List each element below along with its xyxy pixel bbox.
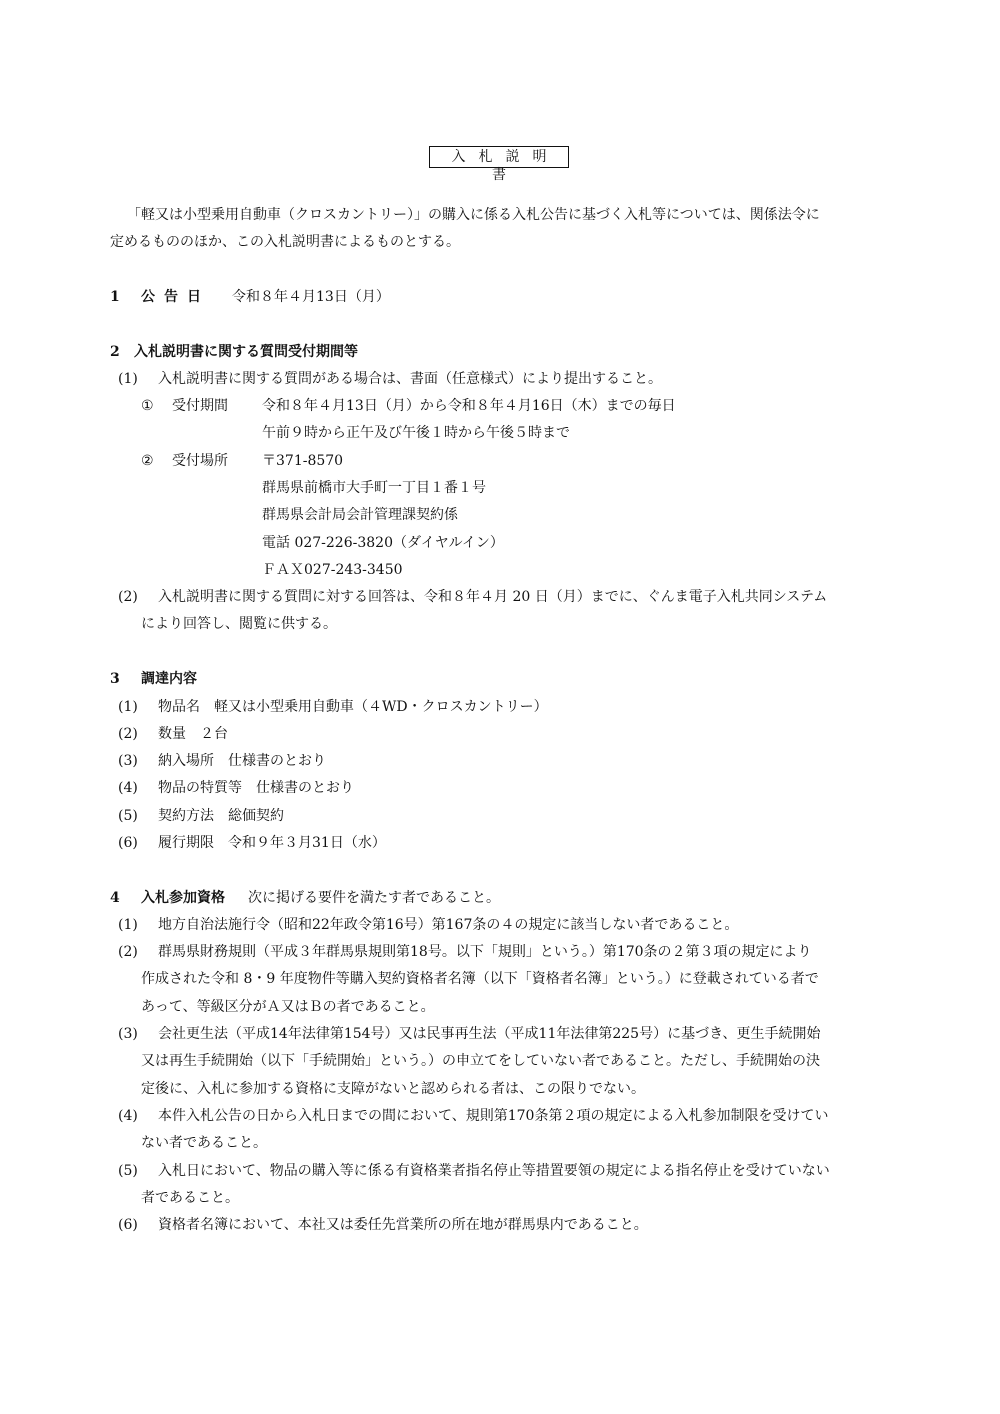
sec2-sub2-line3: 群馬県会計局会計管理課契約係 bbox=[262, 507, 458, 523]
sec2-sub2-line4: 電話 027-226-3820（ダイヤルイン） bbox=[262, 535, 504, 551]
sec1-date: 令和８年４月13日（月） bbox=[232, 289, 390, 305]
sec4-item4-line1: 本件入札公告の日から入札日までの間において、規則第170条第２項の規定による入札参加制限を受けてい bbox=[158, 1108, 829, 1124]
sec2-item2-number: (2) bbox=[118, 589, 138, 605]
sec2-item2-line1: 入札説明書に関する質問に対する回答は、令和８年４月 20 日（月）までに、ぐんま電子入札共同システム bbox=[158, 589, 828, 605]
sec4-lead: 次に掲げる要件を満たす者であること。 bbox=[248, 890, 500, 906]
sec3-number: 3 bbox=[110, 671, 120, 687]
sec2-number: 2 bbox=[110, 344, 120, 360]
sec4-item5-line1: 入札日において、物品の購入等に係る有資格業者指名停止等措置要領の規定による指名停止を受けていない bbox=[158, 1163, 830, 1179]
sec2-sub2-line2: 群馬県前橋市大手町一丁目１番１号 bbox=[262, 480, 486, 496]
sec2-sub2-line1: 〒371-8570 bbox=[262, 453, 344, 469]
sec3-item3-number: (3) bbox=[118, 753, 138, 769]
sec3-item2-text: 数量 ２台 bbox=[158, 726, 228, 742]
sec4-item5-number: (5) bbox=[118, 1163, 138, 1179]
sec3-item5-text: 契約方法 総価契約 bbox=[158, 808, 284, 824]
sec2-item1-text: 入札説明書に関する質問がある場合は、書面（任意様式）により提出すること。 bbox=[158, 371, 662, 387]
intro-line-1: 「軽又は小型乗用自動車（クロスカントリー）」の購入に係る入札公告に基づく入札等については、関係法令に bbox=[127, 207, 820, 223]
sec2-title: 入札説明書に関する質問受付期間等 bbox=[134, 344, 358, 360]
sec4-item3-line3: 定後に、入札に参加する資格に支障がないと認められる者は、この限りでない。 bbox=[141, 1081, 645, 1097]
sec4-item6-line1: 資格者名簿において、本社又は委任先営業所の所在地が群馬県内であること。 bbox=[158, 1217, 648, 1233]
sec3-item1-text: 物品名 軽又は小型乗用自動車（４WD・クロスカントリー） bbox=[158, 699, 548, 715]
document-title-box bbox=[429, 146, 569, 183]
sec4-item3-line2: 又は再生手続開始（以下「手続開始」という。）の申立てをしていない者であること。ただし、手続開始の決 bbox=[141, 1053, 820, 1069]
sec4-item1-line1: 地方自治法施行令（昭和22年政令第16号）第167条の４の規定に該当しない者であること。 bbox=[158, 917, 739, 933]
sec4-item2-number: (2) bbox=[118, 944, 138, 960]
sec3-item4-text: 物品の特質等 仕様書のとおり bbox=[158, 780, 354, 796]
sec1-label: 公告日 bbox=[141, 289, 210, 305]
sec2-sub1-label: 受付期間 bbox=[172, 398, 228, 414]
sec4-item2-line3: あって、等級区分がＡ又はＢの者であること。 bbox=[141, 999, 435, 1015]
sec3-item4-number: (4) bbox=[118, 780, 138, 796]
document-title: 入札説明書 bbox=[451, 149, 560, 183]
sec3-item5-number: (5) bbox=[118, 808, 138, 824]
sec3-title: 調達内容 bbox=[141, 671, 197, 687]
sec4-item5-line2: 者であること。 bbox=[141, 1190, 239, 1206]
sec3-item6-number: (6) bbox=[118, 835, 138, 851]
sec4-item1-number: (1) bbox=[118, 917, 138, 933]
sec4-title: 入札参加資格 bbox=[141, 890, 225, 906]
sec2-sub1-line1: 令和８年４月13日（月）から令和８年４月16日（木）までの毎日 bbox=[262, 398, 676, 414]
sec4-item3-number: (3) bbox=[118, 1026, 138, 1042]
sec2-sub1-number: ① bbox=[141, 398, 154, 414]
sec4-item3-line1: 会社更生法（平成14年法律第154号）又は民事再生法（平成11年法律第225号）に基づき、更生手続開始 bbox=[158, 1026, 821, 1042]
sec3-item1-number: (1) bbox=[118, 699, 138, 715]
sec2-sub2-line5: ＦＡＸ027-243-3450 bbox=[262, 562, 403, 578]
sec2-item1-number: (1) bbox=[118, 371, 138, 387]
sec4-item4-line2: ない者であること。 bbox=[141, 1135, 267, 1151]
sec4-number: 4 bbox=[110, 890, 120, 906]
sec1-number: 1 bbox=[110, 289, 120, 305]
intro-line-2: 定めるもののほか、この入札説明書によるものとする。 bbox=[110, 234, 460, 250]
sec4-item4-number: (4) bbox=[118, 1108, 138, 1124]
sec3-item6-text: 履行期限 令和９年３月31日（水） bbox=[158, 835, 386, 851]
sec4-item6-number: (6) bbox=[118, 1217, 138, 1233]
sec2-sub2-label: 受付場所 bbox=[172, 453, 228, 469]
sec2-sub2-number: ② bbox=[141, 453, 154, 469]
sec2-item2-line2: により回答し、閲覧に供する。 bbox=[141, 616, 337, 632]
sec2-sub1-line2: 午前９時から正午及び午後１時から午後５時まで bbox=[262, 425, 570, 441]
sec3-item2-number: (2) bbox=[118, 726, 138, 742]
sec4-item2-line2: 作成された令和 8・9 年度物件等購入契約資格者名簿（以下「資格者名簿」という。）に登載されている者で bbox=[141, 971, 819, 987]
sec3-item3-text: 納入場所 仕様書のとおり bbox=[158, 753, 326, 769]
sec4-item2-line1: 群馬県財務規則（平成３年群馬県規則第18号。以下「規則」という。）第170条の２第３項の規定により bbox=[158, 944, 812, 960]
